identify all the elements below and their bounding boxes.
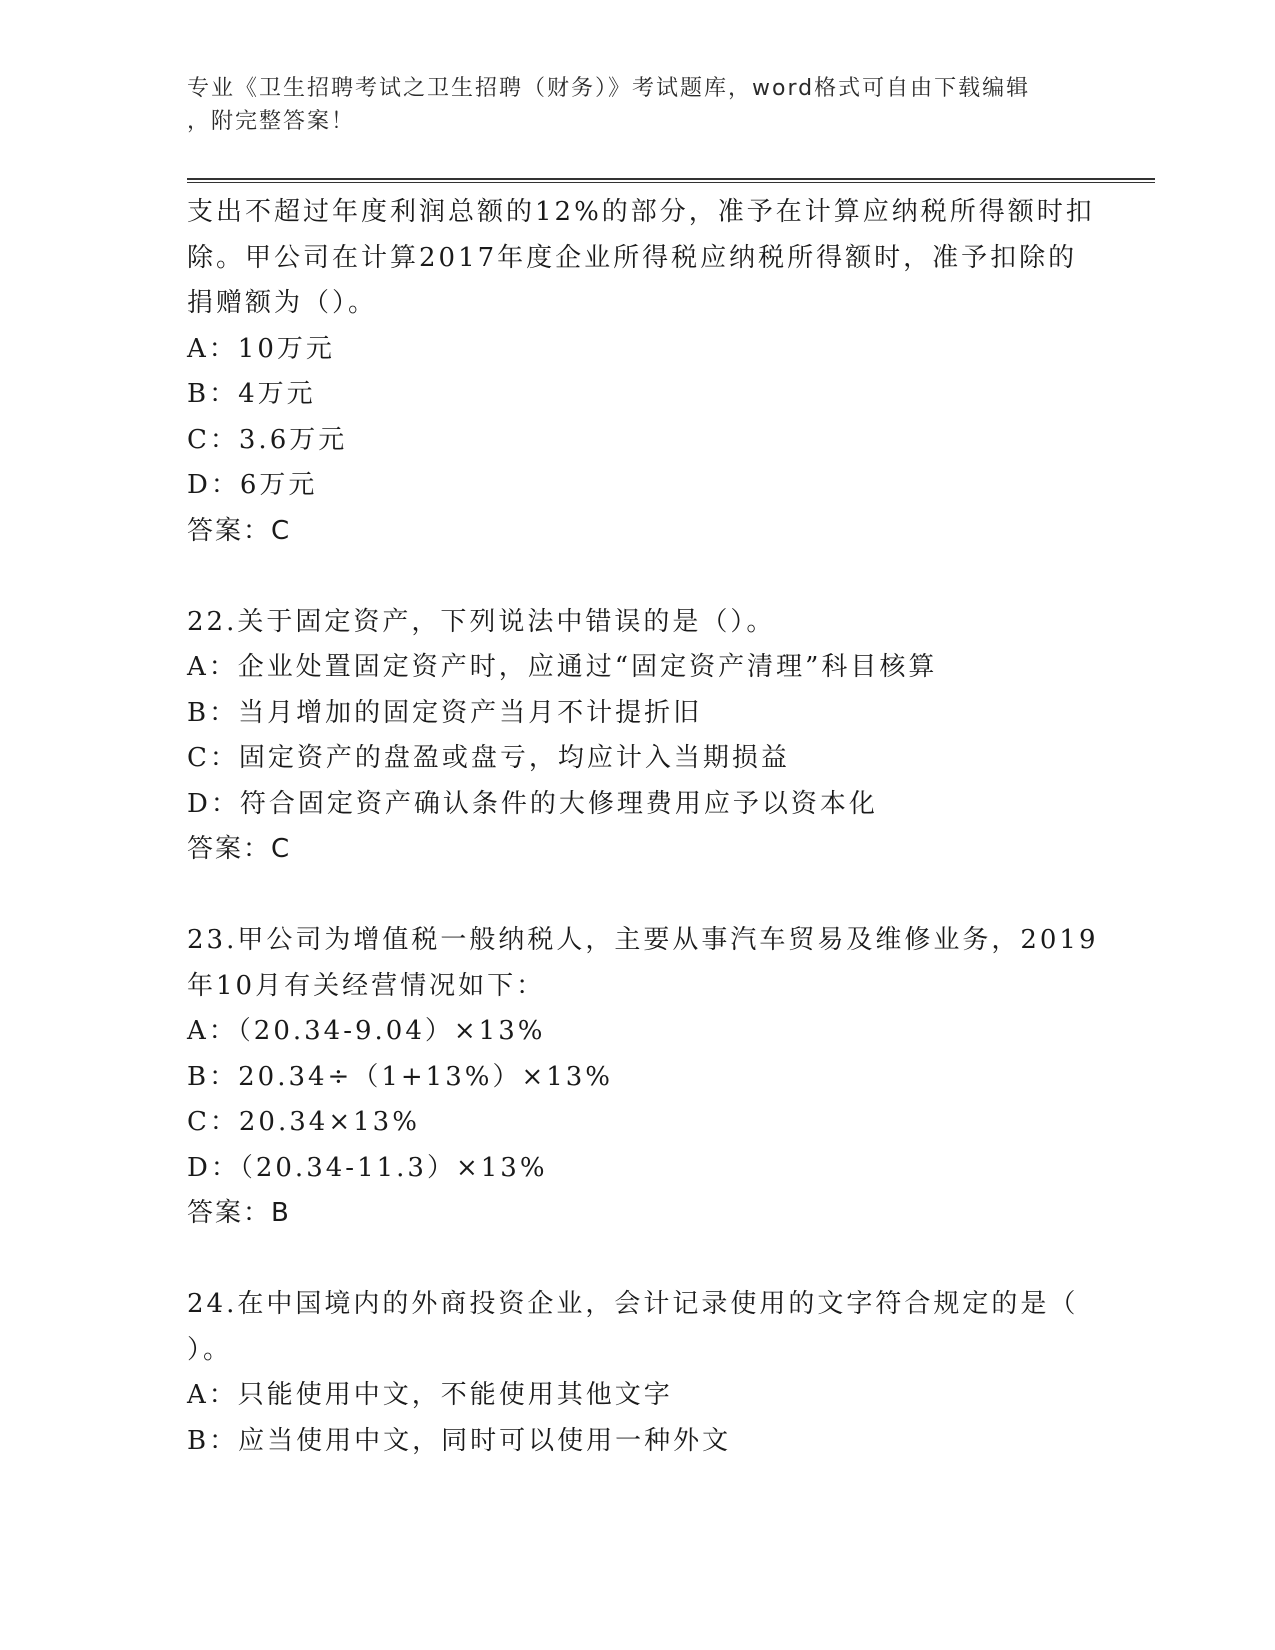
- answer-line: 答案：C: [187, 834, 292, 864]
- document-header: [187, 72, 1067, 138]
- question-stem-line: 23.甲公司为增值税一般纳税人，主要从事汽车贸易及维修业务，2019: [187, 925, 1099, 955]
- question-stem-line: 支出不超过年度利润总额的12%的部分，准予在计算应纳税所得额时扣: [187, 197, 1095, 227]
- option-c: C：固定资产的盘盈或盘亏，均应计入当期损益: [187, 743, 790, 773]
- answer-line: 答案：C: [187, 515, 292, 546]
- spacer: [187, 1237, 1087, 1283]
- question-21: [187, 190, 1095, 554]
- answer-line: 答案：B: [187, 1198, 291, 1228]
- option-b: B：当月增加的固定资产当月不计提折旧: [187, 697, 703, 728]
- header-divider: [187, 178, 1155, 183]
- question-23: [187, 918, 1099, 1237]
- question-stem-line: 捐赠额为（）。: [187, 288, 378, 318]
- spacer: [187, 554, 1087, 600]
- question-stem-line: 24.在中国境内的外商投资企业，会计记录使用的文字符合规定的是（: [187, 1289, 1079, 1319]
- question-content: [187, 190, 1099, 1464]
- question-stem-line: 除。甲公司在计算2017年度企业所得税应纳税所得额时，准予扣除的: [187, 242, 1078, 273]
- spacer: [187, 873, 1087, 919]
- question-24: [187, 1282, 1087, 1464]
- header-title-line: 专业《卫生招聘考试之卫生招聘（财务）》考试题库，word格式可自由下载编辑: [187, 76, 1031, 101]
- option-b: B：20.34÷（1+13%）×13%: [187, 1061, 614, 1092]
- option-c: C：20.34×13%: [187, 1107, 420, 1137]
- option-c: C：3.6万元: [187, 424, 348, 455]
- question-stem-line: 年10月有关经营情况如下：: [187, 970, 546, 1001]
- option-b: B：应当使用中文，同时可以使用一种外文: [187, 1425, 732, 1456]
- option-a: A：企业处置固定资产时，应通过“固定资产清理”科目核算: [187, 652, 938, 682]
- option-a: A：（20.34-9.04）×13%: [187, 1016, 546, 1046]
- option-d: D：6万元: [187, 470, 318, 500]
- header-subtitle-line: ，附完整答案！: [187, 109, 356, 134]
- option-d: D：（20.34-11.3）×13%: [187, 1152, 548, 1183]
- question-stem-line: 22.关于固定资产，下列说法中错误的是（）。: [187, 606, 776, 637]
- option-d: D：符合固定资产确认条件的大修理费用应予以资本化: [187, 788, 878, 819]
- question-22: [187, 600, 1087, 873]
- option-a: A：10万元: [187, 333, 335, 364]
- option-b: B：4万元: [187, 379, 316, 409]
- option-a: A：只能使用中文，不能使用其他文字: [187, 1380, 673, 1410]
- question-stem-line: ）。: [187, 1334, 233, 1365]
